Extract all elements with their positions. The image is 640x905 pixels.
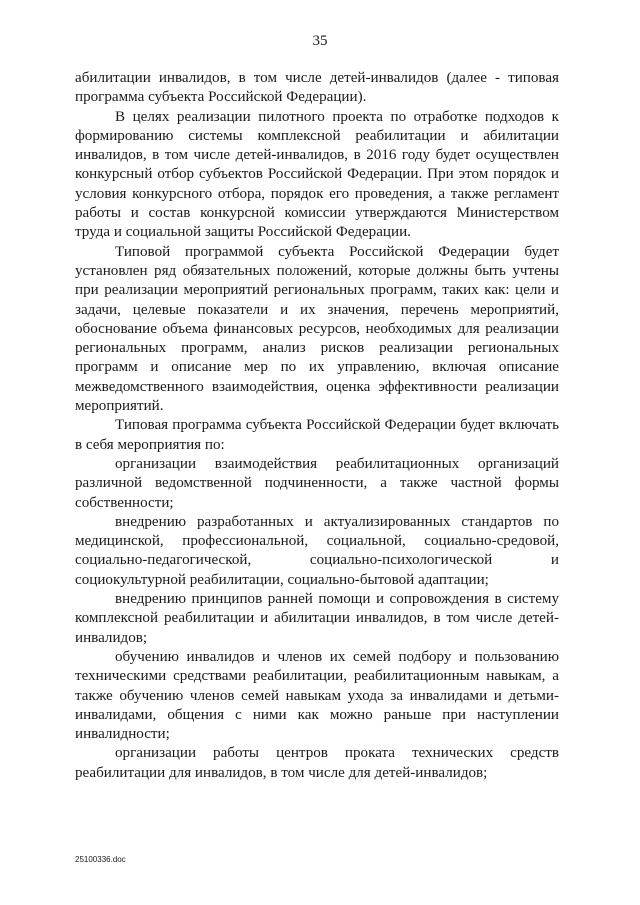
paragraph-typical-program-provisions: Типовой программой субъекта Российской Федерации будет установлен ряд обязательных положений, которые должны быть учтены при реализации мероприятий региональных программ, таких как: цели и задачи, целевые показатели и их значения, перечень мероприятий, обоснование объема финансовых ресурсов, необходимых для реализации региональных программ, анализ рисков реализации региональных программ и описание мер по их управлению, включая описание межведомственного взаимодействия, оценка эффективности реализации мероприятий. [75,243,559,415]
paragraph-program-includes: Типовая программа субъекта Российской Федерации будет включать в себя мероприятия по: [75,417,559,453]
list-item-training: обучению инвалидов и членов их семей подбору и пользованию техническими средствами реабилитации, реабилитационным навыкам, а также обучению членов семей навыкам ухода за инвалидами и детьми-инвалидами, общения с ними как можно раньше при наступлении инвалидности; [75,648,559,743]
list-item-early-help: внедрению принципов ранней помощи и сопровождения в систему комплексной реабилитации и абилитации инвалидов, в том числе детей-инвалидов; [75,591,559,646]
list-item-standards: внедрению разработанных и актуализированных стандартов по медицинской, профессиональной, социальной, социально-средовой, социально-педагогической, социально-психологической и социокультурной реабилитации, социально-бытовой адаптации; [75,513,559,588]
list-item-rental-centers: организации работы центров проката технических средств реабилитации для инвалидов, в том числе для детей-инвалидов; [75,745,559,781]
paragraph-pilot-project: В целях реализации пилотного проекта по отработке подходов к формированию системы комплексной реабилитации и абилитации инвалидов, в том числе детей-инвалидов, в 2016 году будет осуществлен конкурсный отбор субъектов Российской Федерации. При этом порядок и условия конкурсного отбора, порядок его проведения, а также регламент работы и состав конкурсной комиссии утверждаются Министерством труда и социальной защиты Российской Федерации. [75,108,559,241]
page-number: 35 [312,33,328,49]
paragraph-continuation: абилитации инвалидов, в том числе детей-инвалидов (далее - типовая программа субъекта Российской Федерации). [75,70,559,106]
list-item-interaction: организации взаимодействия реабилитационных организаций различной ведомственной подчиненности, а также частной формы собственности; [75,455,559,511]
document-body [75,69,559,783]
footer-filename: 25100336.doc [75,855,126,864]
